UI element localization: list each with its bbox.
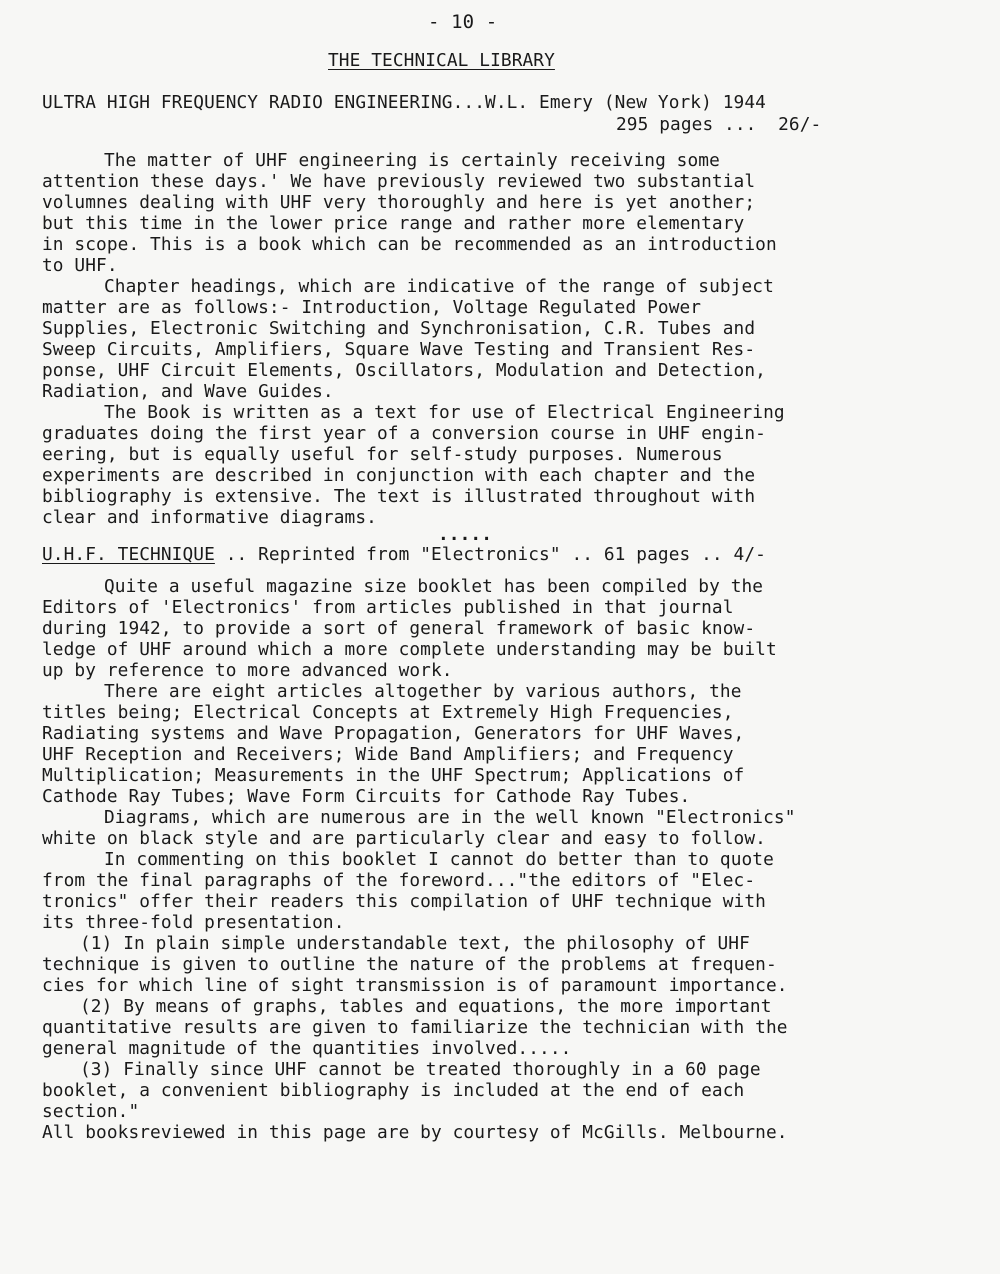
review1-line: clear and informative diagrams.	[42, 507, 377, 528]
review2-line: Diagrams, which are numerous are in the well known "Electronics"	[104, 807, 796, 828]
review2-title-line	[42, 544, 766, 565]
review1-line: The Book is written as a text for use of Electrical Engineering	[104, 402, 785, 423]
review1-line: volumnes dealing with UHF very thoroughly and here is yet another;	[42, 192, 756, 213]
review1-line: in scope. This is a book which can be recommended as an introduction	[42, 234, 777, 255]
review2-line: titles being; Electrical Concepts at Extremely High Frequencies,	[42, 702, 734, 723]
review2-line: its three-fold presentation.	[42, 912, 345, 933]
review2-line: tronics" offer their readers this compilation of UHF technique with	[42, 891, 766, 912]
review1-line: The matter of UHF engineering is certainly receiving some	[104, 150, 720, 171]
review1-line: experiments are described in conjunction with each chapter and the	[42, 465, 756, 486]
review2-title-rest: .. Reprinted from "Electronics" .. 61 pages .. 4/-	[214, 544, 766, 565]
review2-line: section."	[42, 1101, 140, 1122]
review1-line: Supplies, Electronic Switching and Synchronisation, C.R. Tubes and	[42, 318, 756, 339]
review2-line: Radiating systems and Wave Propagation, Generators for UHF Waves,	[42, 723, 745, 744]
review1-title: ULTRA HIGH FREQUENCY RADIO ENGINEERING...W.L. Emery (New York) 1944	[42, 92, 766, 113]
review1-line: ponse, UHF Circuit Elements, Oscillators, Modulation and Detection,	[42, 360, 766, 381]
review2-line: (2) By means of graphs, tables and equations, the more important	[80, 996, 772, 1017]
review1-line: attention these days.' We have previously reviewed two substantial	[42, 171, 756, 192]
review2-line: cies for which line of sight transmission is of paramount importance.	[42, 975, 788, 996]
review2-line: during 1942, to provide a sort of general framework of basic know-	[42, 618, 756, 639]
review2-line: quantitative results are given to familiarize the technician with the	[42, 1017, 788, 1038]
review2-line: booklet, a convenient bibliography is included at the end of each	[42, 1080, 745, 1101]
review2-line: Cathode Ray Tubes; Wave Form Circuits for Cathode Ray Tubes.	[42, 786, 691, 807]
review2-line: technique is given to outline the nature of the problems at frequen-	[42, 954, 777, 975]
review1-line: Sweep Circuits, Amplifiers, Square Wave Testing and Transient Res-	[42, 339, 756, 360]
review1-line: Chapter headings, which are indicative of the range of subject	[104, 276, 774, 297]
review1-line: Radiation, and Wave Guides.	[42, 381, 334, 402]
review2-line: There are eight articles altogether by various authors, the	[104, 681, 742, 702]
review1-line: eering, but is equally useful for self-study purposes. Numerous	[42, 444, 723, 465]
review1-line: matter are as follows:- Introduction, Voltage Regulated Power	[42, 297, 702, 318]
review2-line: (1) In plain simple understandable text, the philosophy of UHF	[80, 933, 750, 954]
review2-line: (3) Finally since UHF cannot be treated thoroughly in a 60 page	[80, 1059, 761, 1080]
review2-line: UHF Reception and Receivers; Wide Band Amplifiers; and Frequency	[42, 744, 734, 765]
review2-line: general magnitude of the quantities involved.....	[42, 1038, 572, 1059]
review1-line: to UHF.	[42, 255, 118, 276]
review1-line: but this time in the lower price range and rather more elementary	[42, 213, 745, 234]
review1-line: bibliography is extensive. The text is illustrated throughout with	[42, 486, 756, 507]
review2-line: Editors of 'Electronics' from articles published in that journal	[42, 597, 734, 618]
review2-line: white on black style and are particularly clear and easy to follow.	[42, 828, 766, 849]
page-number: - 10 -	[428, 11, 498, 33]
review2-line: up by reference to more advanced work.	[42, 660, 453, 681]
review2-line: Multiplication; Measurements in the UHF Spectrum; Applications of	[42, 765, 745, 786]
review1-pages-price: 295 pages ... 26/-	[616, 114, 822, 135]
review2-line: ledge of UHF around which a more complete understanding may be built	[42, 639, 777, 660]
review2-line: Quite a useful magazine size booklet has been compiled by the	[104, 576, 764, 597]
review1-line: graduates doing the first year of a conversion course in UHF engin-	[42, 423, 766, 444]
review2-line: In commenting on this booklet I cannot do better than to quote	[104, 849, 774, 870]
separator-dots: .....	[438, 524, 493, 545]
page-heading: THE TECHNICAL LIBRARY	[328, 50, 555, 71]
review2-title: U.H.F. TECHNIQUE	[42, 544, 215, 565]
footer-note: All booksreviewed in this page are by courtesy of McGills. Melbourne.	[42, 1122, 788, 1143]
review2-line: from the final paragraphs of the foreword..."the editors of "Elec-	[42, 870, 756, 891]
